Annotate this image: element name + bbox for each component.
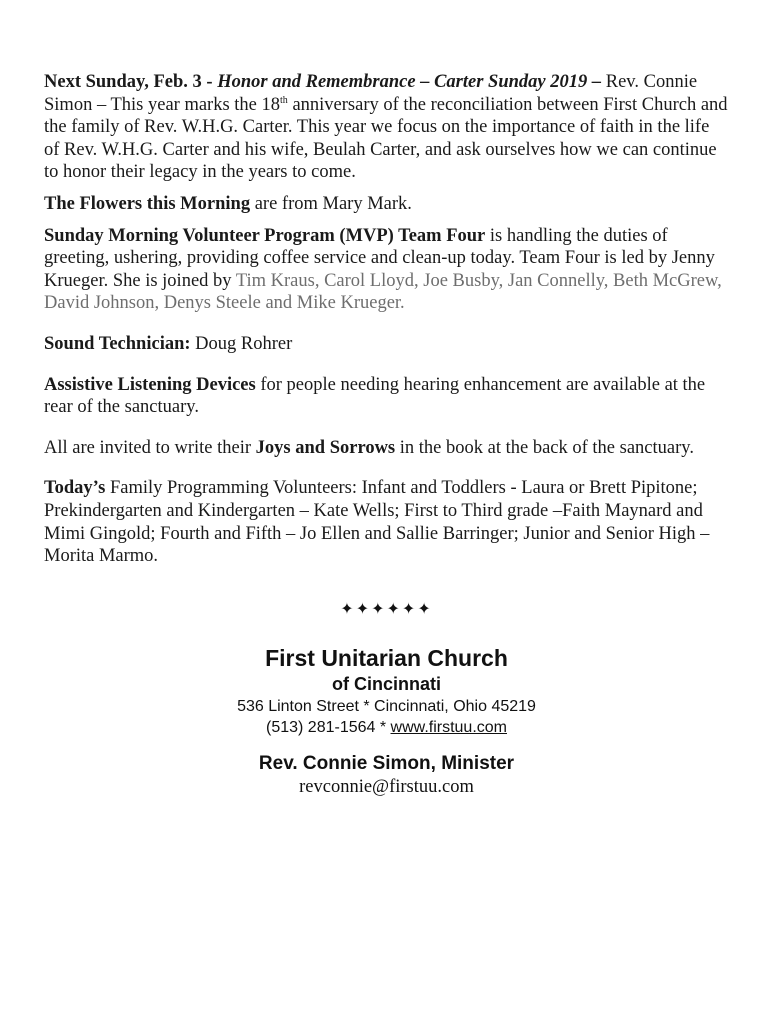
sound-heading: Sound Technician:	[44, 333, 191, 354]
bulletin-page	[44, 71, 729, 798]
announcement-text-cont: anniversary of the reconciliation between First Church and the family of Rev. W.H.G. Carter. This year we focus on the importance of faith in the life of Rev. W.H.G. Carter and his wife, Beulah Carter, and ask ourselves how we can continue to honor their legacy in the years to come.	[44, 94, 728, 183]
announcement-date: Next Sunday, Feb. 3 -	[44, 72, 213, 92]
sound-text: Doug Rohrer	[190, 333, 293, 354]
flowers-text: are from Mary Mark.	[250, 193, 412, 214]
church-contact	[44, 717, 729, 738]
family-heading: Today’s	[44, 478, 106, 499]
minister-email[interactable]: revconnie@firstuu.com	[299, 777, 474, 798]
church-name: First Unitarian Church	[265, 645, 508, 672]
family-programming	[44, 477, 729, 567]
assistive-heading: Assistive Listening Devices	[44, 374, 256, 395]
flowers-announcement	[44, 193, 729, 216]
minister-name: Rev. Connie Simon, Minister	[258, 753, 515, 775]
church-info	[44, 644, 729, 798]
family-text: Family Programming Volunteers: Infant and Toddlers - Laura or Brett Pipitone; Prekindergarten and Kindergarten – Kate Wells; First to Third grade –Faith Maynard and Mimi Gingold; Fourth and Fifth – Jo Ellen and Sallie Barringer; Junior and Senior High – Morita Marmo.	[44, 478, 710, 567]
carter-sunday-announcement	[44, 71, 729, 184]
church-address: 536 Linton Street * Cincinnati, Ohio 45219	[237, 698, 536, 716]
mvp-text: is handling the duties of greeting, ushering, providing coffee service and clean-up today. Team Four is led by Jenny Krueger. She is joined by	[44, 225, 715, 291]
mvp-heading: Sunday Morning Volunteer Program (MVP) Team Four	[44, 225, 486, 246]
announcement-title: Honor and Remembrance – Carter Sunday 2019 –	[217, 72, 602, 92]
flowers-heading: The Flowers this Morning	[44, 193, 251, 214]
church-location: of Cincinnati	[332, 674, 441, 695]
joys-heading: Joys and Sorrows	[255, 437, 396, 458]
sound-technician	[44, 333, 729, 356]
assistive-listening	[44, 374, 729, 419]
mvp-volunteer-names: Tim Kraus, Carol Lloyd, Joe Busby, Jan Connelly, Beth McGrew, David Johnson, Denys Steele and Mike Krueger.	[44, 270, 722, 314]
announcement-text: Rev. Connie Simon – This year marks the 18	[44, 72, 698, 115]
mvp-announcement	[44, 225, 729, 315]
joys-sorrows	[44, 437, 729, 460]
church-website-link[interactable]: www.firstuu.com	[390, 719, 507, 737]
joys-text-before: All are invited to write their	[44, 437, 256, 458]
ornament-divider-icon: ✦✦✦✦✦✦	[340, 598, 433, 618]
joys-text-after: in the book at the back of the sanctuary.	[395, 437, 694, 458]
assistive-text: for people needing hearing enhancement are available at the rear of the sanctuary.	[44, 374, 706, 418]
ordinal-suffix: th	[280, 94, 288, 106]
church-phone: (513) 281-1564 *	[266, 719, 391, 737]
